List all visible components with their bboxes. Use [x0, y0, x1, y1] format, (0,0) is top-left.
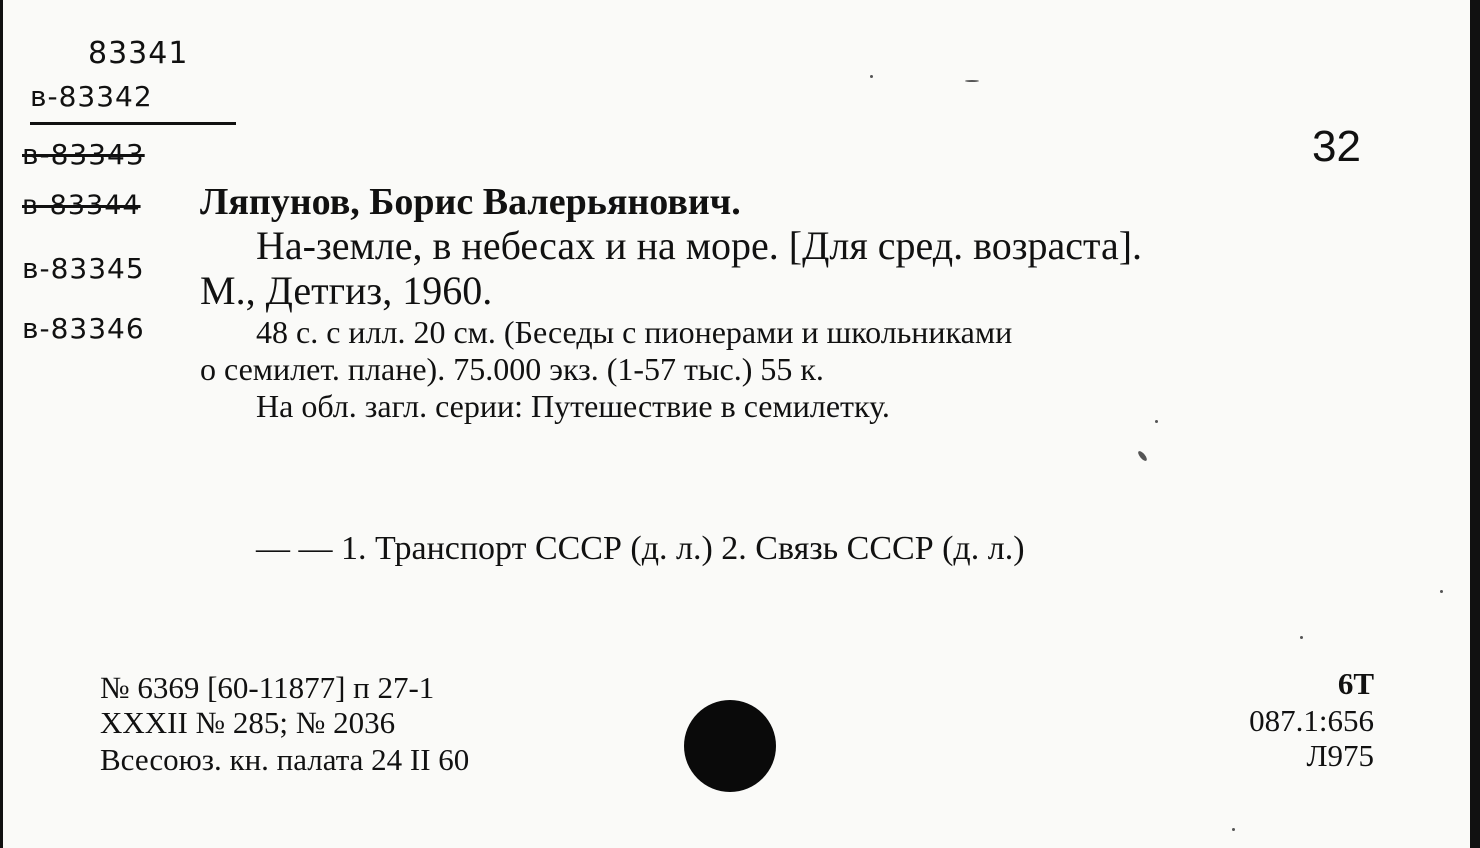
handwritten-inventory-2: в-83342 — [30, 80, 153, 113]
scan-speck — [1155, 420, 1158, 423]
punch-hole — [684, 700, 776, 792]
scan-speck — [965, 80, 979, 82]
card-right-edge — [1470, 0, 1480, 848]
physical-description-2: о семилет. плане). 75.000 экз. (1-57 тыс.) 55 к. — [200, 351, 824, 387]
handwritten-underline — [30, 122, 236, 125]
author-heading: Ляпунов, Борис Валерьянович. — [200, 181, 741, 223]
series-note: На обл. загл. серии: Путешествие в семилетку. — [256, 388, 890, 424]
scan-speck — [1440, 590, 1443, 593]
registry-line-3: Всесоюз. кн. палата 24 II 60 — [100, 742, 470, 777]
publication-info: М., Детгиз, 1960. — [200, 268, 493, 313]
handwritten-inventory-5: в-83345 — [22, 252, 145, 285]
scan-speck — [1300, 636, 1303, 639]
classification-code: 6Т — [1337, 666, 1374, 701]
scan-speck — [1137, 450, 1149, 462]
title-statement: На-земле, в небесах и на море. [Для сред. возраста]. — [256, 223, 1143, 268]
subject-headings: — — 1. Транспорт СССР (д. л.) 2. Связь СССР (д. л.) — [256, 530, 1025, 567]
udc-code: 087.1:656 — [1249, 703, 1374, 738]
card-number: 32 — [1312, 122, 1361, 171]
registry-line-1: № 6369 [60-11877] п 27-1 — [100, 670, 435, 705]
handwritten-inventory-4: в-83344 — [22, 190, 141, 221]
card-left-edge — [0, 0, 3, 848]
registry-line-2: XXXII № 285; № 2036 — [100, 705, 396, 740]
handwritten-inventory-1: 83341 — [88, 36, 189, 71]
handwritten-inventory-6: в-83346 — [22, 312, 145, 345]
handwritten-inventory-3: в-83343 — [22, 138, 145, 171]
scan-speck — [1232, 828, 1235, 831]
scan-speck — [870, 75, 873, 78]
author-mark: Л975 — [1306, 738, 1374, 773]
physical-description-1: 48 с. с илл. 20 см. (Беседы с пионерами и школьниками — [256, 314, 1013, 350]
